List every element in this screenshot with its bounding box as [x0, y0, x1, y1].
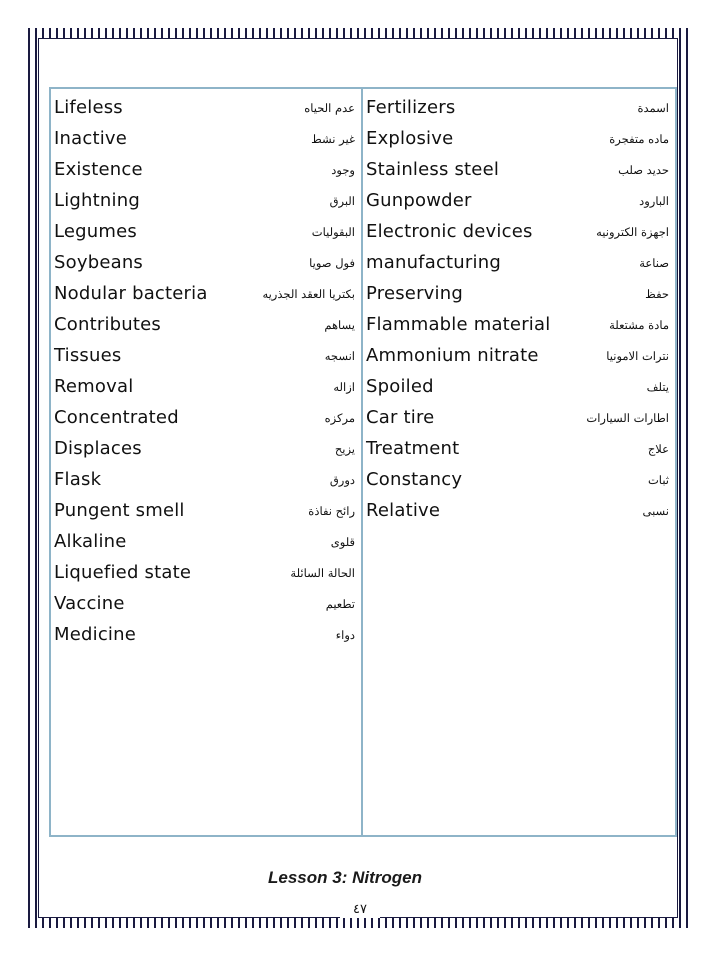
english-term: Contributes — [54, 314, 161, 335]
vocab-row — [363, 433, 675, 464]
vocab-row — [363, 247, 675, 278]
arabic-translation: دواء — [335, 627, 355, 642]
vocab-row — [363, 340, 675, 371]
arabic-translation: صناعة — [639, 255, 669, 270]
english-term: Liquefied state — [54, 562, 192, 583]
arabic-translation: مركزه — [324, 410, 355, 425]
english-term: Concentrated — [54, 407, 179, 428]
arabic-translation: ماده متفجرة — [609, 131, 669, 146]
vocab-row — [51, 216, 361, 247]
vocab-row — [363, 154, 675, 185]
english-term: Alkaline — [54, 531, 127, 552]
arabic-translation: الحالة السائلة — [290, 565, 355, 580]
arabic-translation: يتلف — [646, 379, 669, 394]
english-term: Tissues — [54, 345, 122, 366]
english-term: Preserving — [366, 283, 463, 304]
vocabulary-column-left — [51, 89, 363, 835]
vocab-row — [51, 247, 361, 278]
vocab-row — [51, 464, 361, 495]
arabic-translation: نترات الامونيا — [606, 348, 669, 363]
arabic-translation: انسجه — [324, 348, 355, 363]
vocab-row — [51, 433, 361, 464]
arabic-translation: يساهم — [324, 317, 355, 332]
arabic-translation: نسبى — [642, 503, 669, 518]
vocab-row — [51, 340, 361, 371]
english-term: Medicine — [54, 624, 137, 645]
english-term: Pungent smell — [54, 500, 185, 521]
vocab-row — [363, 216, 675, 247]
vocabulary-table — [49, 87, 677, 837]
vocab-row — [363, 309, 675, 340]
arabic-translation: ثبات — [647, 472, 669, 487]
arabic-translation: دورق — [329, 472, 355, 487]
english-term: Vaccine — [54, 593, 125, 614]
arabic-translation: قلوى — [330, 534, 355, 549]
vocab-row — [363, 402, 675, 433]
arabic-translation: حفظ — [645, 286, 669, 301]
english-term: Lightning — [54, 190, 140, 211]
vocab-row — [51, 495, 361, 526]
arabic-translation: عدم الحياه — [304, 100, 355, 115]
english-term: Removal — [54, 376, 134, 397]
english-term: Gunpowder — [366, 190, 472, 211]
vocab-row — [51, 123, 361, 154]
arabic-translation: مادة مشتعلة — [609, 317, 669, 332]
arabic-translation: يزيح — [334, 441, 355, 456]
arabic-translation: تطعيم — [325, 596, 355, 611]
vocab-row — [363, 92, 675, 123]
vocab-row — [363, 185, 675, 216]
vocab-row — [51, 278, 361, 309]
english-term: Lifeless — [54, 97, 123, 118]
arabic-translation: ازاله — [333, 379, 355, 394]
vocab-row — [51, 526, 361, 557]
english-term: Relative — [366, 500, 441, 521]
vocab-row — [51, 185, 361, 216]
arabic-translation: البقوليات — [311, 224, 355, 239]
page-number: ٤٧ — [340, 902, 380, 918]
arabic-translation: اجهزة الكترونيه — [596, 224, 669, 239]
english-term: Flask — [54, 469, 102, 490]
english-term: Stainless steel — [366, 159, 500, 180]
vocab-row — [51, 557, 361, 588]
vocab-row — [51, 588, 361, 619]
english-term: manufacturing — [366, 252, 501, 273]
vocab-row — [51, 92, 361, 123]
vocab-row — [51, 402, 361, 433]
vocab-row — [363, 123, 675, 154]
english-term: Car tire — [366, 407, 435, 428]
arabic-translation: اطارات السيارات — [586, 410, 669, 425]
english-term: Explosive — [366, 128, 454, 149]
english-term: Electronic devices — [366, 221, 533, 242]
arabic-translation: بكتريا العقد الجذريه — [262, 286, 355, 301]
arabic-translation: فول صويا — [309, 255, 355, 270]
english-term: Soybeans — [54, 252, 144, 273]
vocab-row — [51, 154, 361, 185]
english-term: Spoiled — [366, 376, 434, 397]
english-term: Flammable material — [366, 314, 551, 335]
arabic-translation: اسمدة — [637, 100, 669, 115]
vocab-row — [363, 464, 675, 495]
vocabulary-column-right — [363, 89, 675, 835]
english-term: Constancy — [366, 469, 463, 490]
arabic-translation: البرق — [329, 193, 355, 208]
vocab-row — [363, 371, 675, 402]
arabic-translation: البارود — [639, 193, 669, 208]
vocab-row — [363, 495, 675, 526]
lesson-title: Lesson 3: Nitrogen — [268, 868, 422, 887]
arabic-translation: حديد صلب — [618, 162, 669, 177]
arabic-translation: غير نشط — [311, 131, 355, 146]
english-term: Existence — [54, 159, 143, 180]
english-term: Ammonium nitrate — [366, 345, 539, 366]
english-term: Fertilizers — [366, 97, 456, 118]
english-term: Inactive — [54, 128, 128, 149]
vocab-row — [51, 619, 361, 650]
english-term: Nodular bacteria — [54, 283, 208, 304]
arabic-translation: علاج — [647, 441, 669, 456]
english-term: Treatment — [366, 438, 460, 459]
arabic-translation: رائح نفاذة — [308, 503, 355, 518]
english-term: Displaces — [54, 438, 142, 459]
arabic-translation: وجود — [331, 162, 355, 177]
vocab-row — [363, 278, 675, 309]
vocab-row — [51, 371, 361, 402]
vocab-row — [51, 309, 361, 340]
english-term: Legumes — [54, 221, 138, 242]
